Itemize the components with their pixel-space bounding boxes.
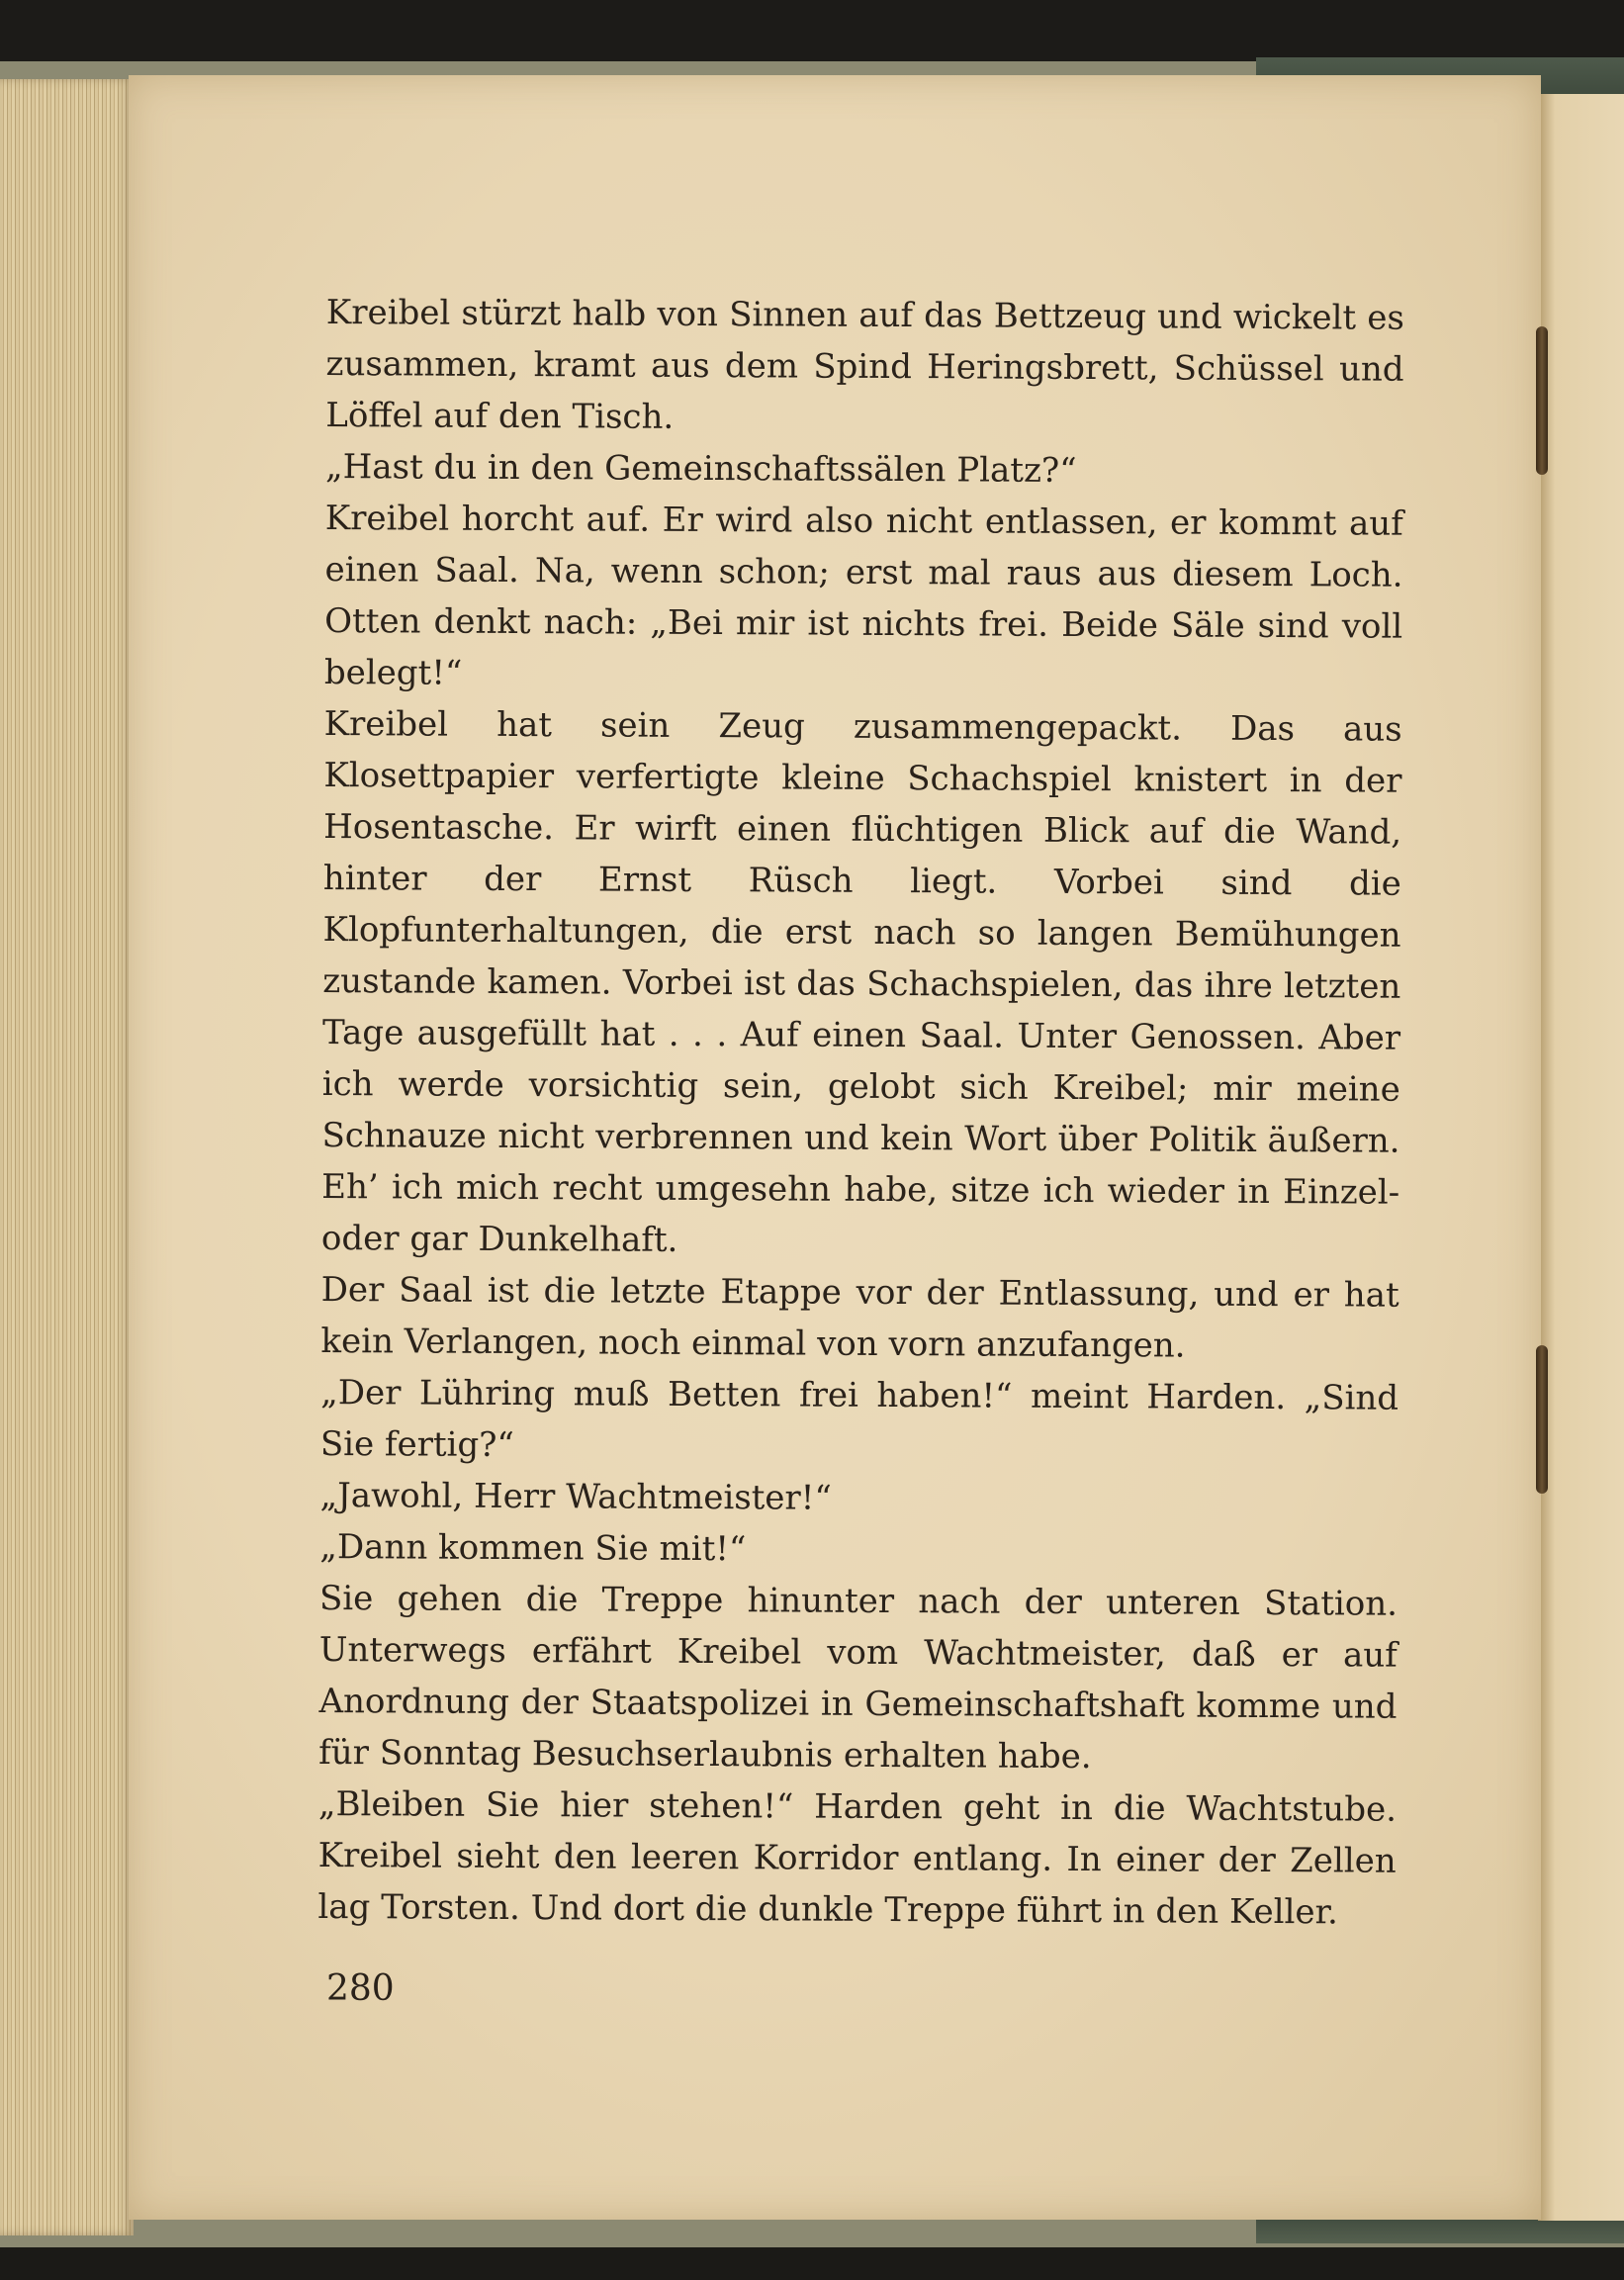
facing-page-edge xyxy=(1538,94,1624,2221)
paragraph: „Der Lühring muß Betten frei haben!“ meint Harden. „Sind Sie fertig?“ xyxy=(319,1372,1399,1466)
paragraph: Der Saal ist die letzte Etappe vor der Entlassung, und er hat kein Verlangen, noch einmal von vorn anzufangen. xyxy=(320,1269,1399,1366)
paragraph: „Dann kommen Sie mit!“ xyxy=(319,1526,747,1570)
paragraph: Sie gehen die Treppe hinunter nach der unteren Station. Unterwegs erfährt Kreibel vom Wachtmeister, daß er auf Anordnung der Staatspolizei in Gemeinschaftshaft komme und für Sonntag Besuchserlaubnis erhalten habe. xyxy=(318,1578,1398,1778)
paragraph: „Hast du in den Gemeinschaftssälen Platz?“ xyxy=(324,446,1077,491)
paragraph: Kreibel horcht auf. Er wird also nicht entlassen, er kommt auf einen Saal. Na, wenn schon; erst mal raus aus diesem Loch. Otten denkt nach: „Bei mir ist nichts frei. Beide Säle sind voll belegt!“ xyxy=(323,498,1403,693)
paragraph: Kreibel stürzt halb von Sinnen auf das Bettzeug und wickelt es zusammen, kramt aus dem Spind Heringsbrett, Schüssel und Löffel auf den Tisch. xyxy=(325,292,1404,437)
binding-thread-upper xyxy=(1536,326,1548,475)
paragraph: „Bleiben Sie hier stehen!“ Harden geht in die Wachtstube. Kreibel sieht den leeren Korridor entlang. In einer der Zellen lag Torsten. Und dort die dunkle Treppe führt in den Keller. xyxy=(317,1783,1398,1933)
paragraph: „Jawohl, Herr Wachtmeister!“ xyxy=(319,1475,832,1518)
page-body-text xyxy=(317,287,1404,1939)
paragraph: Kreibel hat sein Zeug zusammengepackt. Das aus Klosettpapier verfertigte kleine Schachspiel knistert in der Hosentasche. Er wirft einen flüchtigen Blick auf die Wand, hinter der Ernst Rüsch liegt. Vorbei sind die Klopfunterhaltungen, die erst nach so langen Bemühungen zustande kamen. Vorbei ist das Schachspielen, das ihre letzten Tage ausgefüllt hat . . . Auf einen Saal. Unter Genossen. Aber ich werde vorsichtig sein, gelobt sich Kreibel; mir meine Schnauze nicht verbrennen und kein Wort über Politik äußern. Eh’ ich mich recht umgesehn habe, sitze ich wieder in Einzel- oder gar Dunkelhaft. xyxy=(320,703,1402,1260)
page-number: 280 xyxy=(326,1968,395,2009)
binding-thread-lower xyxy=(1536,1345,1548,1494)
page-edges-stack xyxy=(0,79,134,2235)
